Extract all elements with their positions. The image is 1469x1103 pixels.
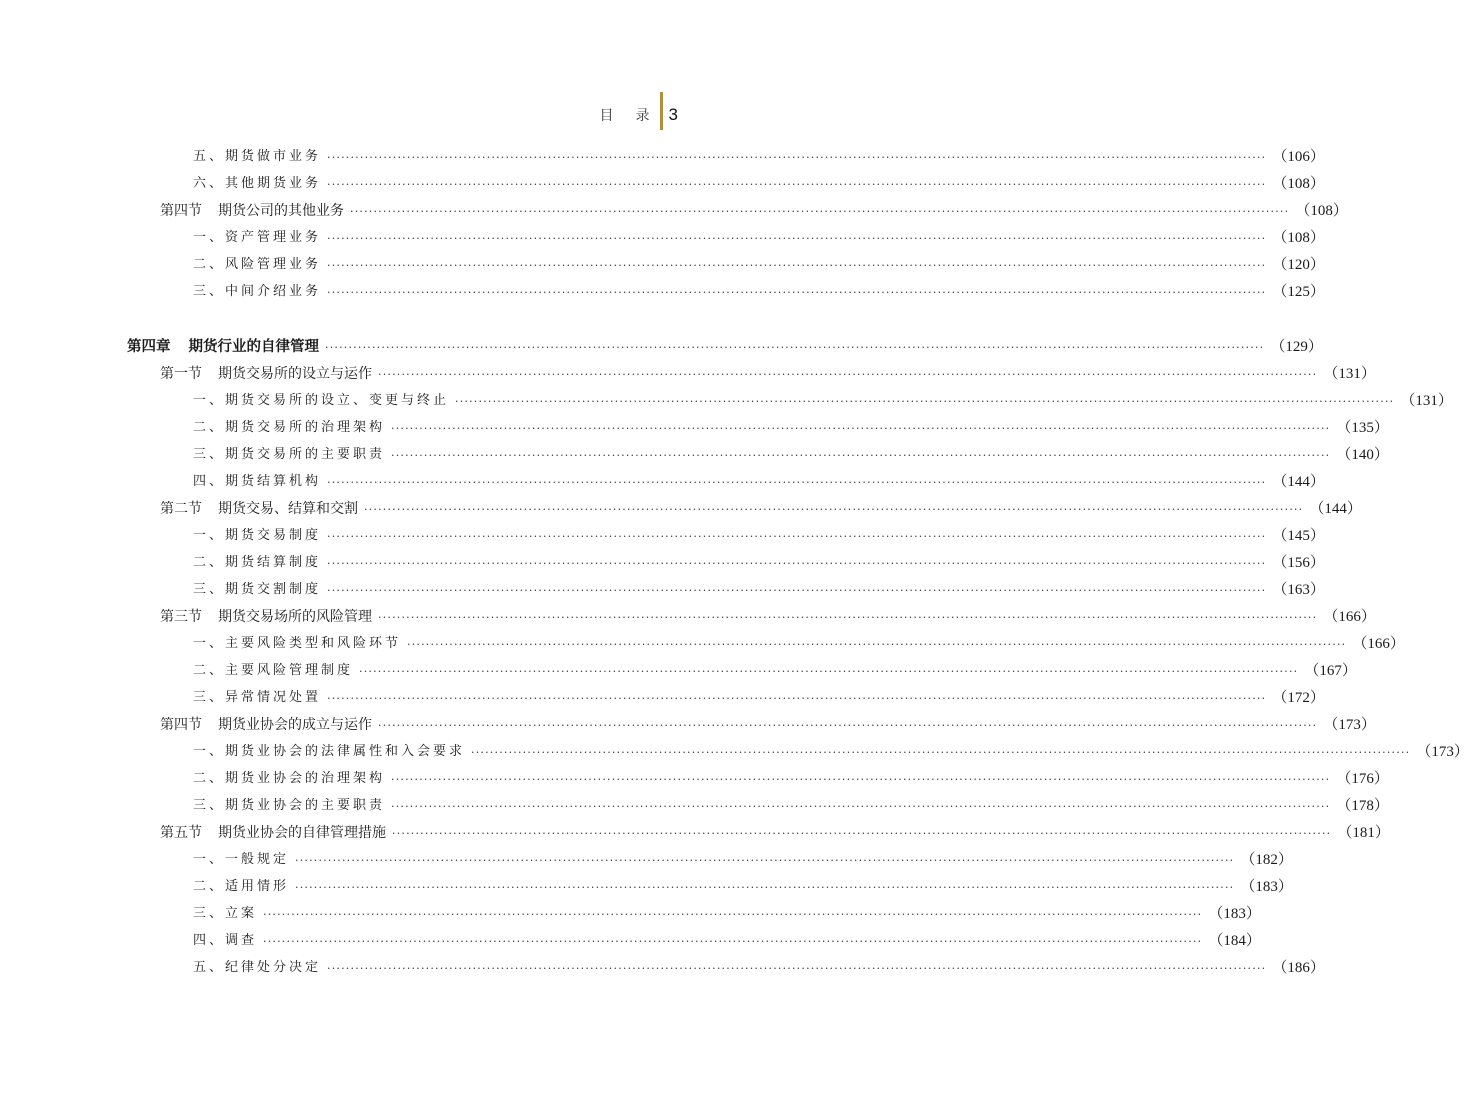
toc-chapter-entry[interactable] — [127, 336, 1323, 358]
toc-subsection-entry[interactable] — [193, 633, 1405, 655]
toc-entry-title: 期货业协会的成立与运作 — [218, 717, 372, 733]
toc-leader-dots: ········································································································································································································ — [263, 908, 1203, 921]
toc-subsection-entry[interactable] — [193, 471, 1325, 493]
toc-entry-label — [193, 741, 465, 763]
toc-leader-dots: ········································································································································································································ — [391, 422, 1331, 435]
toc-entry-label — [160, 822, 386, 844]
toc-entry-title: 一、期货业协会的法律属性和入会要求 — [193, 744, 466, 759]
toc-entry-page: （181） — [1337, 825, 1390, 841]
toc-leader-dots: ········································································································································································································ — [327, 151, 1267, 164]
toc-entry-page: （140） — [1336, 447, 1389, 463]
toc-entry-page: （178） — [1336, 798, 1389, 814]
toc-entry-page: （135） — [1336, 420, 1389, 436]
header-title — [600, 105, 650, 125]
toc-entry-page: （156） — [1272, 555, 1325, 571]
toc-leader-dots: ········································································································································································································ — [364, 503, 1304, 516]
toc-leader-dots: ········································································································································································································ — [407, 638, 1347, 651]
toc-subsection-entry[interactable] — [193, 579, 1325, 601]
toc-entry-title: 六、其他期货业务 — [193, 176, 322, 191]
toc-entry-title: 一、期货交易制度 — [193, 528, 322, 543]
toc-leader-dots: ········································································································································································································ — [391, 800, 1331, 813]
toc-leader-dots: ········································································································································································································ — [327, 476, 1267, 489]
toc-subsection-entry[interactable] — [193, 390, 1453, 412]
toc-entry-title: 期货交易所的设立与运作 — [218, 366, 372, 382]
toc-entry-label — [193, 903, 257, 925]
toc-entry-number: 第四章 — [127, 339, 171, 355]
toc-subsection-entry[interactable] — [193, 417, 1389, 439]
toc-entry-label — [160, 363, 372, 385]
toc-leader-dots: ········································································································································································································ — [391, 773, 1331, 786]
toc-entry-page: （106） — [1272, 149, 1325, 165]
toc-entry-title: 二、期货交易所的治理架构 — [193, 420, 386, 435]
toc-entry-page: （120） — [1272, 257, 1325, 273]
toc-entry-label — [193, 390, 449, 412]
toc-entry-label — [193, 957, 321, 979]
toc-entry-title: 二、风险管理业务 — [193, 257, 322, 272]
toc-entry-page: （129） — [1270, 339, 1323, 355]
toc-entry-title: 二、适用情形 — [193, 879, 290, 894]
toc-entry-title: 五、纪律处分决定 — [193, 960, 322, 975]
toc-entry-title: 期货业协会的自律管理措施 — [218, 825, 386, 841]
toc-entry-label — [193, 552, 321, 574]
toc-entry-label — [160, 606, 372, 628]
toc-entry-title: 三、期货业协会的主要职责 — [193, 798, 386, 813]
toc-entry-title: 二、期货结算制度 — [193, 555, 322, 570]
toc-entry-page: （172） — [1272, 690, 1325, 706]
toc-leader-dots: ········································································································································································································ — [295, 881, 1235, 894]
toc-entry-label — [193, 173, 321, 195]
toc-entry-page: （108） — [1272, 230, 1325, 246]
toc-section-entry[interactable] — [160, 200, 1348, 222]
toc-entry-title: 一、一般规定 — [193, 852, 290, 867]
toc-entry-title: 一、资产管理业务 — [193, 230, 322, 245]
toc-leader-dots: ········································································································································································································ — [378, 611, 1318, 624]
toc-entry-page: （173） — [1416, 744, 1469, 760]
toc-entry-page: （184） — [1208, 933, 1261, 949]
toc-entry-title: 期货交易、结算和交割 — [218, 501, 358, 517]
toc-section-entry[interactable] — [160, 498, 1362, 520]
toc-entry-title: 一、期货交易所的设立、变更与终止 — [193, 393, 450, 408]
toc-subsection-entry[interactable] — [193, 525, 1325, 547]
toc-entry-label — [193, 444, 385, 466]
toc-leader-dots: ········································································································································································································ — [295, 854, 1235, 867]
toc-entry-title: 四、期货结算机构 — [193, 474, 322, 489]
toc-entry-page: （145） — [1272, 528, 1325, 544]
toc-subsection-entry[interactable] — [193, 768, 1389, 790]
toc-entry-title: 三、中间介绍业务 — [193, 284, 322, 299]
toc-entry-page: （163） — [1272, 582, 1325, 598]
toc-entry-label — [160, 498, 358, 520]
toc-entry-page: （167） — [1304, 663, 1357, 679]
toc-entry-label — [160, 714, 372, 736]
toc-entry-page: （183） — [1240, 879, 1293, 895]
toc-entry-title: 三、立案 — [193, 906, 258, 921]
toc-entry-page: （183） — [1208, 906, 1261, 922]
toc-leader-dots: ········································································································································································································ — [327, 557, 1267, 570]
toc-entry-label — [193, 876, 289, 898]
toc-subsection-entry[interactable] — [193, 660, 1357, 682]
toc-entry-page: （186） — [1272, 960, 1325, 976]
page-number: 3 — [668, 105, 678, 124]
toc-leader-dots: ········································································································································································································ — [455, 395, 1395, 408]
toc-leader-dots: ········································································································································································································ — [325, 341, 1265, 354]
toc-entry-title: 五、期货做市业务 — [193, 149, 322, 164]
toc-subsection-entry[interactable] — [193, 795, 1389, 817]
toc-entry-page: （144） — [1309, 501, 1362, 517]
toc-subsection-entry[interactable] — [193, 227, 1325, 249]
toc-entry-number: 第三节 — [160, 609, 202, 625]
toc-entry-title: 期货公司的其他业务 — [218, 203, 344, 219]
toc-leader-dots: ········································································································································································································ — [378, 368, 1318, 381]
toc-entry-title: 二、主要风险管理制度 — [193, 663, 354, 678]
header-title-char-1: 目 — [599, 108, 614, 124]
toc-entry-title: 三、异常情况处置 — [193, 690, 322, 705]
toc-subsection-entry[interactable] — [193, 254, 1325, 276]
toc-entry-label — [193, 633, 401, 655]
toc-entry-page: （182） — [1240, 852, 1293, 868]
toc-entry-number: 第四节 — [160, 717, 202, 733]
toc-leader-dots: ········································································································································································································ — [392, 827, 1332, 840]
toc-entry-label — [193, 471, 321, 493]
toc-entry-label — [193, 930, 257, 952]
toc-entry-label — [193, 660, 353, 682]
toc-entry-label — [193, 146, 321, 168]
toc-subsection-entry[interactable] — [193, 444, 1389, 466]
header-title-char-2: 录 — [635, 108, 650, 124]
toc-entry-page: （108） — [1272, 176, 1325, 192]
toc-leader-dots: ········································································································································································································ — [471, 746, 1411, 759]
toc-leader-dots: ········································································································································································································ — [378, 719, 1318, 732]
toc-subsection-entry[interactable] — [193, 281, 1325, 303]
toc-leader-dots: ········································································································································································································ — [359, 665, 1299, 678]
toc-entry-number: 第一节 — [160, 366, 202, 382]
toc-leader-dots: ········································································································································································································ — [327, 584, 1267, 597]
toc-leader-dots: ········································································································································································································ — [263, 935, 1203, 948]
page-header — [600, 100, 678, 130]
toc-entry-title: 一、主要风险类型和风险环节 — [193, 636, 402, 651]
toc-entry-label — [193, 579, 321, 601]
toc-subsection-entry[interactable] — [193, 903, 1261, 925]
toc-subsection-entry[interactable] — [193, 687, 1325, 709]
toc-subsection-entry[interactable] — [193, 173, 1325, 195]
toc-leader-dots: ········································································································································································································ — [327, 962, 1267, 975]
toc-subsection-entry[interactable] — [193, 957, 1325, 979]
toc-leader-dots: ········································································································································································································ — [327, 692, 1267, 705]
toc-entry-label — [193, 795, 385, 817]
toc-entry-label — [193, 849, 289, 871]
toc-leader-dots: ········································································································································································································ — [327, 530, 1267, 543]
toc-entry-title: 三、期货交易所的主要职责 — [193, 447, 386, 462]
toc-leader-dots: ········································································································································································································ — [327, 178, 1267, 191]
toc-entry-title: 二、期货业协会的治理架构 — [193, 771, 386, 786]
toc-entry-page: （131） — [1400, 393, 1453, 409]
toc-leader-dots: ········································································································································································································ — [350, 205, 1290, 218]
toc-entry-title: 期货交易场所的风险管理 — [218, 609, 372, 625]
toc-entry-label — [193, 687, 321, 709]
toc-entry-page: （131） — [1323, 366, 1376, 382]
toc-entry-label — [193, 254, 321, 276]
toc-section-entry[interactable] — [160, 822, 1390, 844]
toc-entry-number: 第五节 — [160, 825, 202, 841]
toc-entry-label — [193, 768, 385, 790]
toc-subsection-entry[interactable] — [193, 849, 1293, 871]
toc-subsection-entry[interactable] — [193, 876, 1293, 898]
toc-leader-dots: ········································································································································································································ — [327, 232, 1267, 245]
toc-entry-page: （176） — [1336, 771, 1389, 787]
toc-entry-page: （173） — [1323, 717, 1376, 733]
toc-entry-number: 第二节 — [160, 501, 202, 517]
toc-subsection-entry[interactable] — [193, 146, 1325, 168]
toc-leader-dots: ········································································································································································································ — [327, 259, 1267, 272]
toc-entry-page: （144） — [1272, 474, 1325, 490]
toc-section-entry[interactable] — [160, 714, 1376, 736]
toc-entry-title: 期货行业的自律管理 — [188, 339, 319, 355]
toc-entry-number: 第四节 — [160, 203, 202, 219]
toc-entry-label — [193, 227, 321, 249]
toc-entry-page: （166） — [1352, 636, 1405, 652]
toc-entry-label — [193, 525, 321, 547]
toc-entry-label — [160, 200, 344, 222]
toc-entry-title: 四、调查 — [193, 933, 258, 948]
toc-entry-label — [193, 281, 321, 303]
toc-entry-page: （166） — [1323, 609, 1376, 625]
toc-entry-page: （125） — [1272, 284, 1325, 300]
toc-entry-title: 三、期货交割制度 — [193, 582, 322, 597]
toc-entry-label — [127, 336, 319, 358]
toc-section-entry[interactable] — [160, 606, 1376, 628]
toc-leader-dots: ········································································································································································································ — [327, 286, 1267, 299]
toc-subsection-entry[interactable] — [193, 930, 1261, 952]
toc-entry-label — [193, 417, 385, 439]
toc-leader-dots: ········································································································································································································ — [391, 449, 1331, 462]
toc-subsection-entry[interactable] — [193, 552, 1325, 574]
toc-subsection-entry[interactable] — [193, 741, 1469, 763]
toc-entry-page: （108） — [1295, 203, 1348, 219]
header-accent-bar — [660, 92, 663, 130]
toc-section-entry[interactable] — [160, 363, 1376, 385]
